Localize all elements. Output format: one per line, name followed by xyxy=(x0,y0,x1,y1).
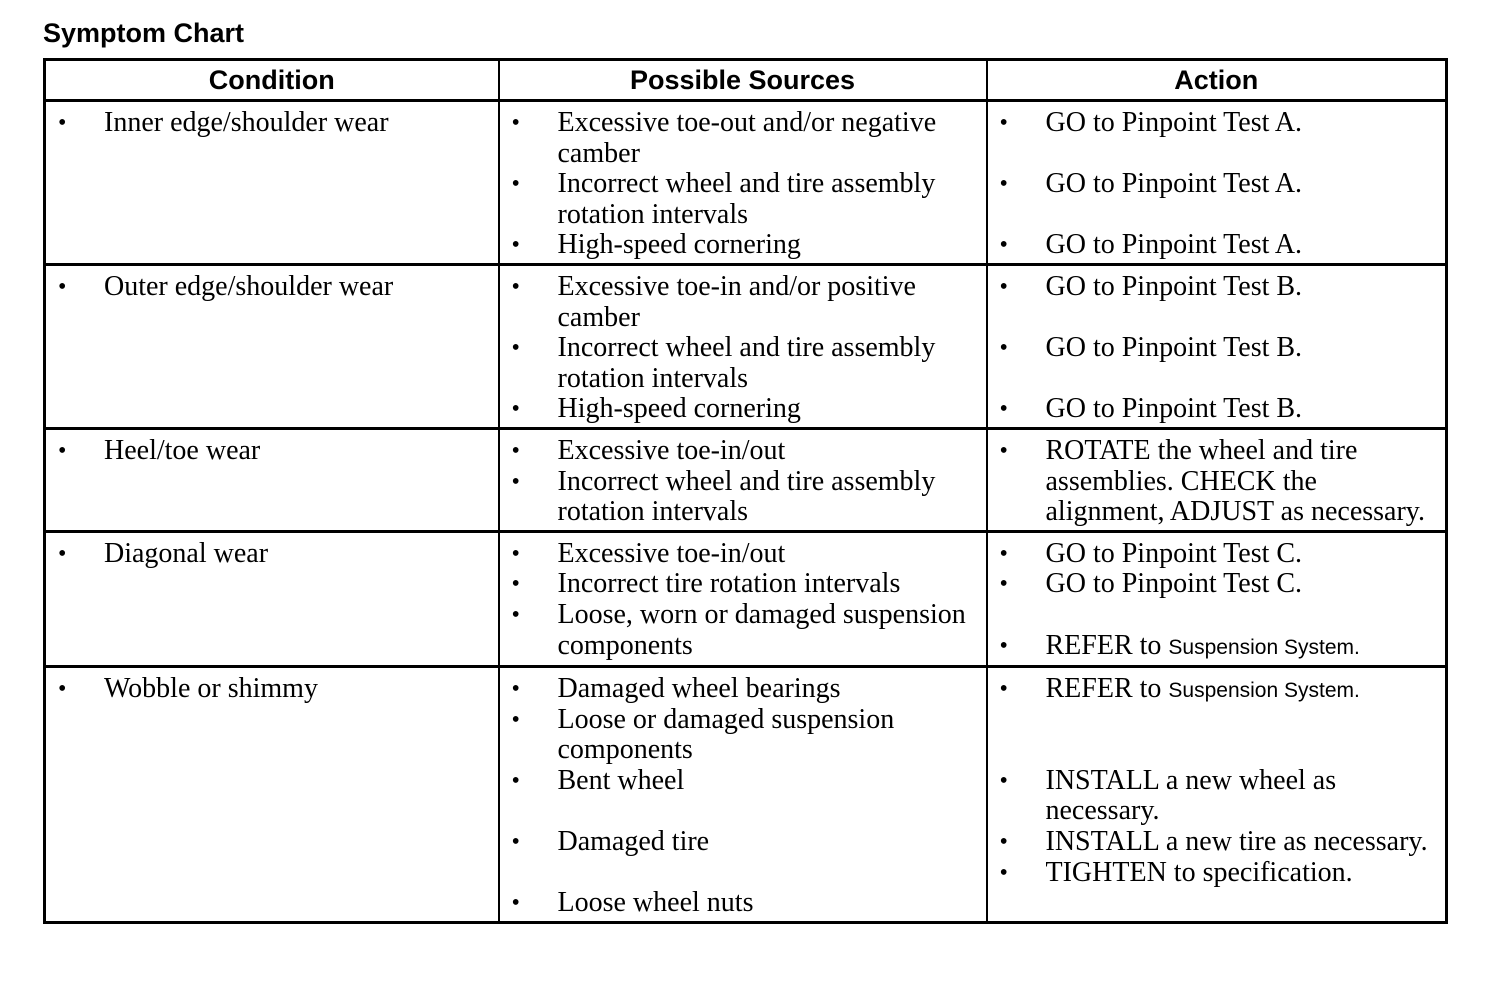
table-row xyxy=(45,428,1447,531)
bullet-icon: • xyxy=(511,706,520,733)
source-text: Excessive toe-in/out xyxy=(557,434,786,466)
bullet-icon: • xyxy=(511,540,520,567)
table-row xyxy=(45,667,1447,923)
source-text: High-speed cornering xyxy=(557,229,801,261)
table-row xyxy=(45,101,1447,265)
list-item xyxy=(998,333,1436,394)
action-text: GO to Pinpoint Test B. xyxy=(1045,332,1303,364)
bullet-icon: • xyxy=(999,859,1008,886)
source-text: Incorrect wheel and tire assembly rotation intervals xyxy=(557,168,936,230)
condition-text: Wobble or shimmy xyxy=(104,673,318,705)
bullet-icon: • xyxy=(58,273,67,300)
condition-cell xyxy=(45,667,499,923)
column-header-condition: Condition xyxy=(45,60,499,101)
list-item xyxy=(510,230,976,261)
bullet-icon: • xyxy=(511,676,520,703)
column-header-action: Action xyxy=(987,60,1447,101)
list-item xyxy=(56,674,488,705)
table-row xyxy=(45,264,1447,428)
list-item xyxy=(510,169,976,230)
condition-cell xyxy=(45,264,499,428)
condition-text: Heel/toe wear xyxy=(104,434,261,466)
bullet-icon: • xyxy=(999,540,1008,567)
list-item xyxy=(998,766,1436,827)
action-text: GO to Pinpoint Test A. xyxy=(1045,229,1303,261)
list-item xyxy=(998,827,1436,858)
bullet-icon: • xyxy=(999,829,1008,856)
list-item xyxy=(998,674,1436,766)
list-item xyxy=(510,600,976,661)
bullet-icon: • xyxy=(511,232,520,259)
bullet-icon: • xyxy=(511,767,520,794)
bullet-icon: • xyxy=(511,829,520,856)
sources-cell xyxy=(499,428,987,531)
action-cell xyxy=(987,264,1447,428)
list-item xyxy=(510,436,976,467)
bullet-icon: • xyxy=(511,273,520,300)
action-text xyxy=(1046,631,1436,664)
bullet-icon: • xyxy=(511,601,520,628)
action-text: GO to Pinpoint Test B. xyxy=(1045,393,1303,425)
bullet-icon: • xyxy=(999,396,1008,423)
list-item xyxy=(998,569,1436,630)
section-reference: Suspension System. xyxy=(1168,679,1360,703)
bullet-icon: • xyxy=(511,468,520,495)
source-text: Bent wheel xyxy=(557,764,685,796)
action-text: ROTATE the wheel and tire assemblies. CHECK the alignment, ADJUST as necessary. xyxy=(1045,434,1425,528)
condition-text: Inner edge/shoulder wear xyxy=(104,107,389,138)
list-item xyxy=(510,674,976,705)
source-text: Damaged tire xyxy=(557,826,710,858)
action-text: INSTALL a new tire as necessary. xyxy=(1045,826,1428,858)
action-cell xyxy=(987,667,1447,923)
action-prefix: REFER to xyxy=(1045,673,1162,705)
bullet-icon: • xyxy=(511,890,520,917)
bullet-icon: • xyxy=(58,437,67,464)
source-text: Damaged wheel bearings xyxy=(557,673,841,705)
action-text: TIGHTEN to specification. xyxy=(1045,856,1353,888)
bullet-icon: • xyxy=(511,437,520,464)
symptom-chart-table xyxy=(43,58,1448,924)
action-cell xyxy=(987,428,1447,531)
list-item xyxy=(510,539,976,570)
bullet-icon: • xyxy=(58,540,67,567)
sources-cell xyxy=(499,101,987,265)
source-text: Loose or damaged suspension components xyxy=(557,703,895,766)
source-text: Loose wheel nuts xyxy=(557,887,754,919)
list-item xyxy=(510,272,976,333)
list-item xyxy=(56,539,488,570)
list-item xyxy=(510,333,976,394)
action-text: GO to Pinpoint Test A. xyxy=(1045,107,1303,138)
bullet-icon: • xyxy=(999,676,1008,703)
list-item xyxy=(56,108,488,139)
chart-title: Symptom Chart xyxy=(43,18,245,48)
bullet-icon: • xyxy=(58,110,67,136)
sources-cell xyxy=(499,531,987,666)
action-cell xyxy=(987,531,1447,666)
condition-cell xyxy=(45,531,499,666)
action-prefix: REFER to xyxy=(1045,629,1162,661)
list-item xyxy=(998,272,1436,333)
section-reference: Suspension System. xyxy=(1168,635,1360,659)
list-item xyxy=(56,272,488,303)
list-item xyxy=(998,230,1436,261)
source-text: Loose, worn or damaged suspension components xyxy=(557,598,966,661)
list-item xyxy=(56,436,488,467)
source-text: Incorrect tire rotation intervals xyxy=(557,568,901,600)
source-text: High-speed cornering xyxy=(557,393,801,425)
bullet-icon: • xyxy=(999,632,1008,659)
bullet-icon: • xyxy=(999,767,1008,794)
list-item xyxy=(998,858,1436,889)
bullet-icon: • xyxy=(511,335,520,362)
column-header-possible-sources: Possible Sources xyxy=(499,60,987,101)
list-item xyxy=(510,394,976,425)
bullet-icon: • xyxy=(999,232,1008,259)
action-text: GO to Pinpoint Test B. xyxy=(1045,270,1303,302)
bullet-icon: • xyxy=(58,676,67,703)
source-text: Excessive toe-in and/or positive camber xyxy=(557,270,916,333)
list-item xyxy=(998,436,1436,528)
bullet-icon: • xyxy=(999,437,1008,464)
bullet-icon: • xyxy=(999,571,1008,598)
condition-cell xyxy=(45,101,499,265)
header-row xyxy=(45,60,1447,101)
bullet-icon: • xyxy=(511,571,520,598)
action-text: GO to Pinpoint Test C. xyxy=(1045,537,1303,569)
list-item xyxy=(998,539,1436,570)
action-text: INSTALL a new wheel as necessary. xyxy=(1045,764,1337,827)
bullet-icon: • xyxy=(999,273,1008,300)
source-text: Excessive toe-in/out xyxy=(557,537,786,569)
action-cell xyxy=(987,101,1447,265)
bullet-icon: • xyxy=(511,110,520,136)
action-text xyxy=(1046,674,1436,707)
list-item xyxy=(998,108,1436,169)
list-item xyxy=(510,108,976,169)
bullet-icon: • xyxy=(999,335,1008,362)
action-text: GO to Pinpoint Test C. xyxy=(1045,568,1303,600)
bullet-icon: • xyxy=(999,110,1008,136)
table-row xyxy=(45,531,1447,666)
bullet-icon: • xyxy=(511,171,520,198)
source-text: Incorrect wheel and tire assembly rotation intervals xyxy=(557,332,936,394)
list-item xyxy=(510,705,976,766)
source-text: Incorrect wheel and tire assembly rotation intervals xyxy=(557,465,936,528)
list-item xyxy=(510,888,976,919)
condition-text: Diagonal wear xyxy=(104,537,269,569)
action-text: GO to Pinpoint Test A. xyxy=(1045,168,1303,200)
condition-cell xyxy=(45,428,499,531)
bullet-icon: • xyxy=(511,396,520,423)
list-item xyxy=(510,569,976,600)
list-item xyxy=(998,394,1436,425)
sources-cell xyxy=(499,264,987,428)
source-text: Excessive toe-out and/or negative camber xyxy=(557,107,937,169)
list-item xyxy=(998,169,1436,230)
list-item xyxy=(510,827,976,888)
bullet-icon: • xyxy=(999,171,1008,198)
list-item xyxy=(510,766,976,827)
list-item xyxy=(510,467,976,528)
condition-text: Outer edge/shoulder wear xyxy=(104,270,394,302)
list-item xyxy=(998,631,1436,664)
sources-cell xyxy=(499,667,987,923)
